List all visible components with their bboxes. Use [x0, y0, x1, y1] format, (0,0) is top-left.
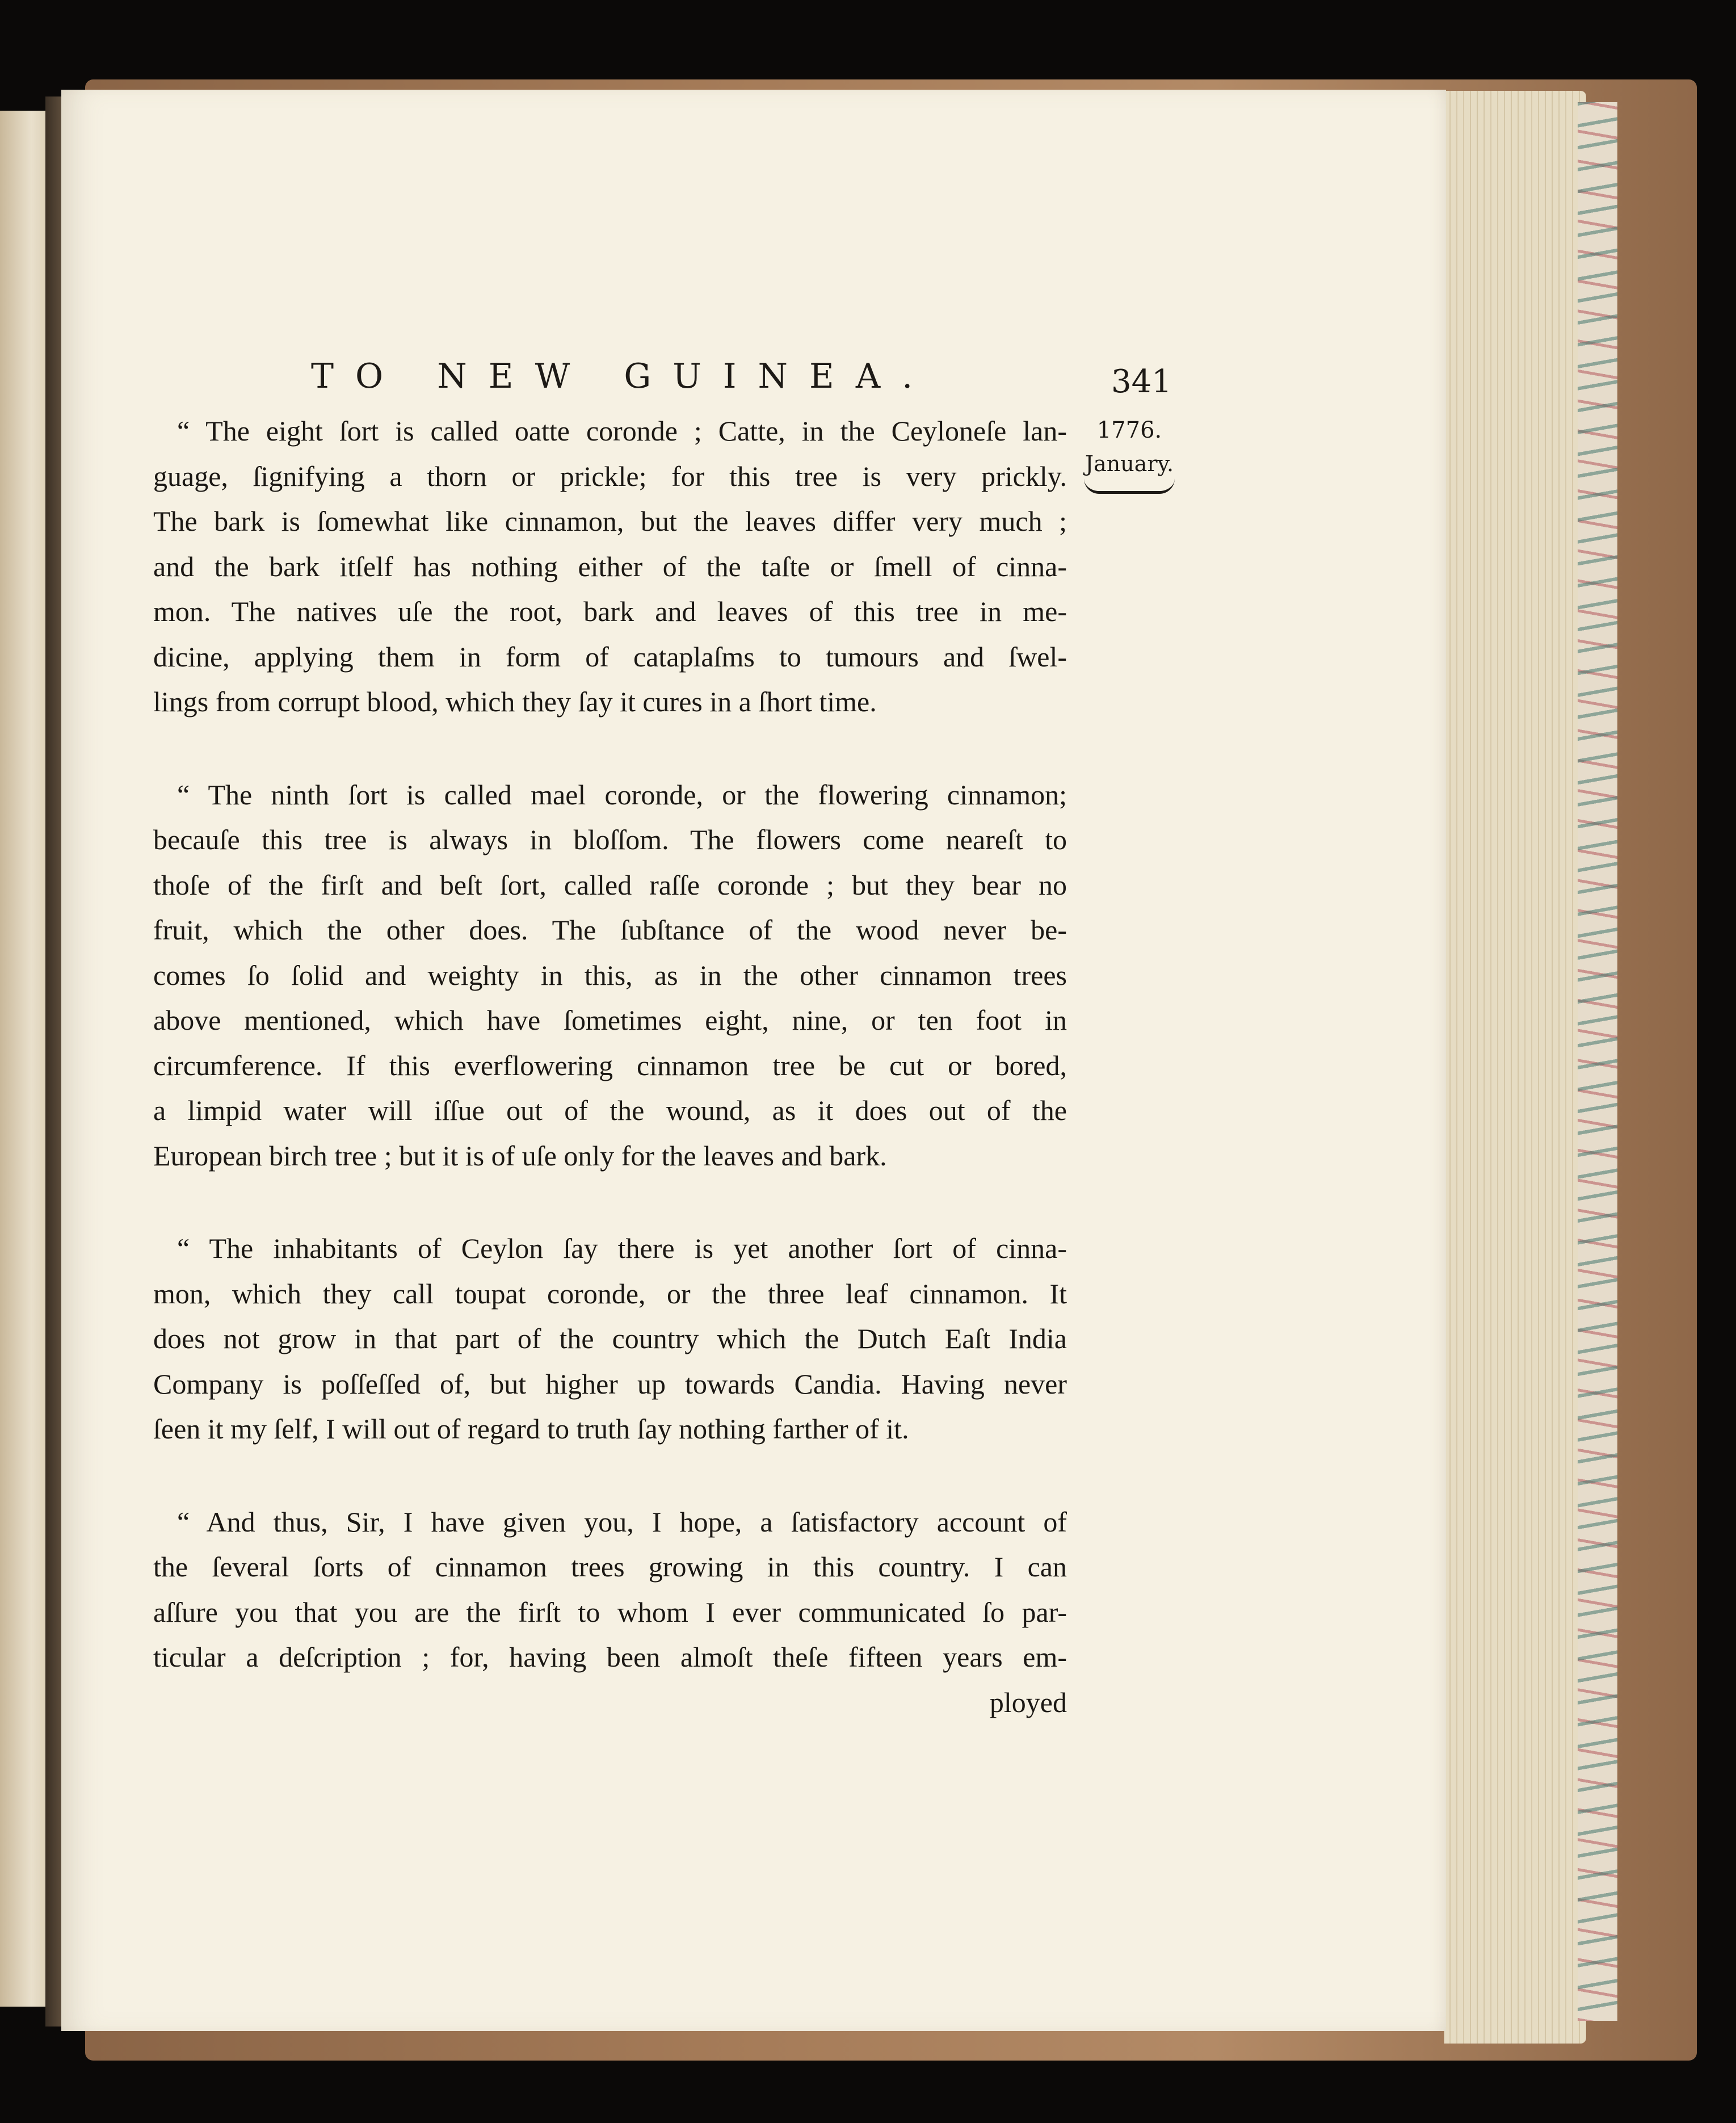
- text-line: “ The inhabitants of Ceylon ſay there is yet another ſort of cinna-: [177, 1232, 1067, 1264]
- catchword: ployed: [989, 1686, 1067, 1718]
- text-line: mon, which they call toupat coronde, or the three leaf cinnamon. It: [153, 1277, 1067, 1310]
- text-line: a limpid water will iſſue out of the wound, as it does out of the: [153, 1094, 1067, 1126]
- text-line: and the bark itſelf has nothing either of the taſte or ſmell of cinna-: [153, 550, 1067, 582]
- text-line: does not grow in that part of the country which the Dutch Eaſt India: [153, 1323, 1067, 1354]
- text-line: “ And thus, Sir, I have given you, I hope, a ſatisfactory account of: [177, 1505, 1067, 1538]
- text-line: guage, ſignifying a thorn or prickle; for this tree is very prickly.: [153, 460, 1067, 492]
- text-line: mon. The natives uſe the root, bark and leaves of this tree in me-: [153, 595, 1067, 627]
- paragraph-2: [153, 773, 1067, 1179]
- text-line: ticular a deſcription ; for, having been almoſt theſe fifteen years em-: [153, 1641, 1067, 1673]
- text-line: dicine, applying them in form of cataplaſms to tumours and ſwel-: [153, 640, 1067, 673]
- text-line: circumference. If this everflowering cinnamon tree be cut or bored,: [153, 1049, 1067, 1081]
- text-line: “ The ninth ſort is called mael coronde, or the flowering cinnamon;: [177, 778, 1067, 811]
- text-line: fruit, which the other does. The ſubſtance of the wood never be-: [153, 914, 1067, 946]
- body-text: [153, 409, 1067, 1725]
- text-line: ſeen it my ſelf, I will out of regard to truth ſay nothing farther of it.: [153, 1413, 909, 1445]
- paragraph-gap: [153, 725, 1067, 773]
- margin-year: 1776.: [1096, 417, 1162, 443]
- marbled-endpaper: [1578, 102, 1617, 2021]
- paragraph-gap: [153, 1452, 1067, 1500]
- text-line: above mentioned, which have ſometimes eight, nine, or ten foot in: [153, 1004, 1067, 1036]
- paragraph-gap: [153, 1178, 1067, 1226]
- text-line: becauſe this tree is always in bloſſom. The flowers come neareſt to: [153, 824, 1067, 855]
- text-line: Company is poſſeſſed of, but higher up towards Candia. Having never: [153, 1367, 1067, 1400]
- text-line: thoſe of the firſt and beſt ſort, called raſſe coronde ; but they bear no: [153, 868, 1067, 901]
- text-line: “ The eight ſort is called oatte coronde ; Catte, in the Ceyloneſe lan-: [177, 415, 1067, 447]
- margin-brace: [1084, 479, 1175, 494]
- fore-edge-leaves: [1444, 91, 1586, 2044]
- text-line: lings from corrupt blood, which they ſay it cures in a ſhort time.: [153, 686, 877, 718]
- text-line: comes ſo ſolid and weighty in this, as in the other cinnamon trees: [153, 959, 1067, 991]
- text-line: the ſeveral ſorts of cinnamon trees growing in this country. I can: [153, 1551, 1067, 1583]
- page-number: 341: [1111, 363, 1172, 400]
- text-line: The bark is ſomewhat like cinnamon, but the leaves differ very much ;: [153, 505, 1067, 537]
- margin-month: January.: [1085, 451, 1174, 476]
- running-head: TO NEW GUINEA.: [311, 356, 935, 396]
- margin-date-note: [1078, 417, 1180, 494]
- paragraph-1: [153, 409, 1067, 725]
- text-line: aſſure you that you are the firſt to whom I ever communicated ſo par-: [153, 1596, 1067, 1628]
- paragraph-4: [153, 1500, 1067, 1680]
- text-line: European birch tree ; but it is of uſe only for the leaves and bark.: [153, 1139, 887, 1172]
- verso-page-edge: [0, 111, 52, 2007]
- paragraph-3: [153, 1226, 1067, 1452]
